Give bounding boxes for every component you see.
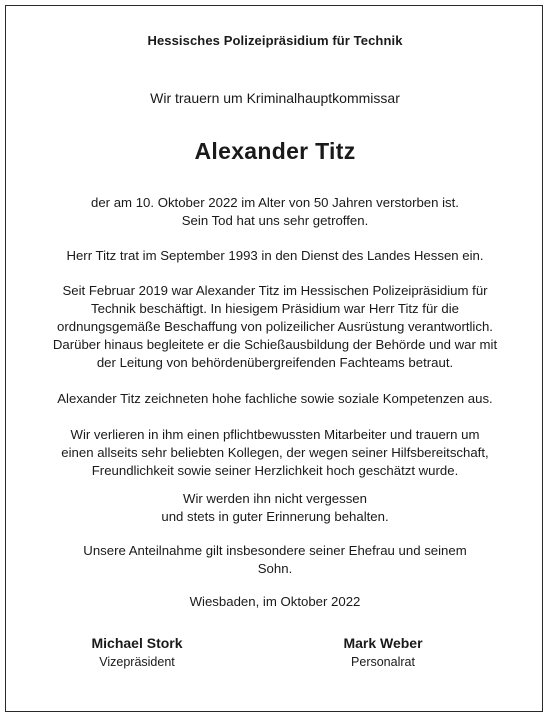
signatory-name: Michael Stork (91, 635, 183, 651)
text-line: Wir verlieren in ihm einen pflichtbewussten Mitarbeiter und trauern um (70, 427, 480, 442)
signatory-role: Vizepräsident (99, 655, 175, 669)
paragraph-condolences (0, 542, 550, 578)
paragraph-service-start (0, 247, 550, 265)
deceased-name: Alexander Titz (194, 138, 356, 164)
text-line: Herr Titz trat im September 1993 in den Dienst des Landes Hessen ein. (66, 248, 484, 263)
text-line: Alexander Titz zeichneten hohe fachliche sowie soziale Kompetenzen aus. (57, 391, 493, 406)
paragraph-remembrance (0, 490, 550, 526)
text-line: ordnungsgemäße Beschaffung von polizeilicher Ausrüstung verantwortlich. (57, 319, 493, 334)
text-line: der am 10. Oktober 2022 im Alter von 50 Jahren verstorben ist. (91, 195, 459, 210)
text-line: Sein Tod hat uns sehr getroffen. (181, 213, 369, 228)
paragraph-career (0, 282, 550, 372)
intro-line: Wir trauern um Kriminalhauptkommissar (150, 90, 400, 106)
place-date: Wiesbaden, im Oktober 2022 (189, 594, 361, 609)
paragraph-tribute (0, 426, 550, 480)
text-line: Technik beschäftigt. In hiesigem Präsidium war Herr Titz für die (91, 301, 459, 316)
signatory-name: Mark Weber (343, 635, 423, 651)
organization-header: Hessisches Polizeipräsidium für Technik (147, 33, 403, 48)
text-line: Wir werden ihn nicht vergessen (183, 491, 367, 506)
paragraph-competences (0, 390, 550, 408)
signature-block-staff-council (283, 633, 483, 671)
text-line: der Leitung von behördenübergreifenden Fachteams betraut. (96, 355, 454, 370)
text-line: Seit Februar 2019 war Alexander Titz im Hessischen Polizeipräsidium für (62, 283, 488, 298)
text-line: und stets in guter Erinnerung behalten. (161, 509, 389, 524)
text-line: einen allseits sehr beliebten Kollegen, der wegen seiner Hilfsbereitschaft, (61, 445, 489, 460)
signature-block-vice-president (37, 633, 237, 671)
text-line: Sohn. (257, 561, 293, 576)
signatory-role: Personalrat (351, 655, 415, 669)
text-line: Freundlichkeit sowie seiner Herzlichkeit hoch geschätzt wurde. (91, 463, 459, 478)
text-line: Unsere Anteilnahme gilt insbesondere seiner Ehefrau und seinem (83, 543, 467, 558)
paragraph-death-notice (0, 194, 550, 230)
text-line: Darüber hinaus begleitete er die Schießausbildung der Behörde und war mit (52, 337, 498, 352)
